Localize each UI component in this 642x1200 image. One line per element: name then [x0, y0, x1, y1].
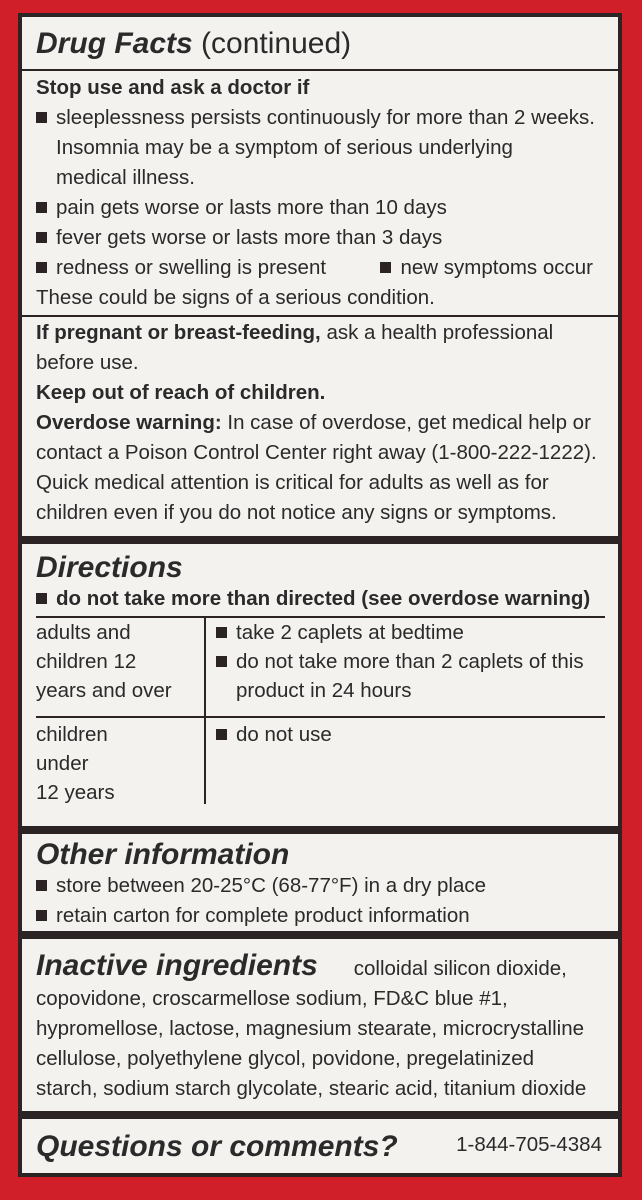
inactive-heading-line: Inactive ingredients colloidal silicon dioxide, — [36, 949, 567, 982]
keep-out-warning: Keep out of reach of children. — [36, 381, 326, 404]
table-divider — [36, 716, 605, 718]
overdose-warning-cont: contact a Poison Control Center right away (1-800-222-1222). — [36, 441, 597, 464]
table-column-divider — [204, 616, 206, 804]
bullet-icon — [216, 656, 227, 667]
questions-title: Questions or comments? — [36, 1130, 398, 1163]
pregnancy-warning-cont: before use. — [36, 351, 139, 374]
stop-use-item: sleeplessness persists continuously for more than 2 weeks. — [36, 103, 605, 133]
directions-table — [36, 616, 605, 804]
drug-facts-panel — [18, 13, 622, 540]
directions-title: Directions — [36, 551, 183, 584]
stop-use-heading: Stop use and ask a doctor if — [36, 76, 310, 99]
stop-use-item-cont: medical illness. — [56, 166, 195, 189]
phone-number: 1-844-705-4384 — [456, 1133, 602, 1156]
directions-panel — [18, 540, 622, 830]
storage-item: retain carton for complete product information — [36, 901, 605, 931]
condition-note: These could be signs of a serious condition. — [36, 286, 435, 309]
stop-use-item-cont: Insomnia may be a symptom of serious underlying — [56, 136, 513, 159]
directions-warning: do not take more than directed (see overdose warning) — [36, 584, 605, 614]
instruction-item: do not use — [216, 720, 332, 749]
instruction-item: take 2 caplets at bedtime — [216, 618, 584, 647]
other-information-panel — [18, 830, 622, 935]
stop-use-pair — [36, 253, 605, 283]
overdose-warning: Overdose warning: In case of overdose, get medical help or — [36, 411, 591, 434]
bullet-icon — [216, 627, 227, 638]
other-information-title: Other information — [36, 838, 290, 871]
bullet-icon — [36, 910, 47, 921]
bullet-icon — [36, 112, 47, 123]
children-instructions — [216, 720, 332, 749]
storage-item: store between 20-25°C (68-77°F) in a dry place — [36, 871, 605, 901]
pregnancy-warning: If pregnant or breast-feeding, ask a health professional — [36, 321, 554, 344]
instruction-item-cont: product in 24 hours — [236, 679, 412, 702]
title-suffix: (continued) — [201, 27, 352, 60]
overdose-warning-cont: children even if you do not notice any signs or symptoms. — [36, 501, 557, 524]
inactive-ingredients-panel — [18, 935, 622, 1115]
questions-panel — [18, 1115, 622, 1177]
bullet-icon — [380, 262, 391, 273]
adult-instructions — [216, 618, 584, 705]
ingredients-line: copovidone, croscarmellose sodium, FD&C blue #1, — [36, 987, 508, 1010]
inactive-ingredients-title: Inactive ingredients — [36, 949, 318, 982]
drug-facts-title: Drug Facts (continued) — [36, 27, 352, 60]
age-group-adults: adults and children 12 years and over — [36, 621, 172, 702]
instruction-item: do not take more than 2 caplets of this — [216, 647, 584, 676]
bullet-icon — [36, 202, 47, 213]
ingredients-line: hypromellose, lactose, magnesium stearate, microcrystalline — [36, 1017, 585, 1040]
overdose-warning-cont: Quick medical attention is critical for adults as well as for — [36, 471, 549, 494]
stop-use-item: redness or swelling is present — [36, 253, 326, 283]
bullet-icon — [36, 262, 47, 273]
bullet-icon — [36, 593, 47, 604]
ingredients-line: cellulose, polyethylene glycol, povidone, pregelatinized — [36, 1047, 535, 1070]
bullet-icon — [216, 729, 227, 740]
bullet-icon — [36, 880, 47, 891]
stop-use-item: new symptoms occur — [380, 253, 605, 283]
ingredients-line: starch, sodium starch glycolate, stearic acid, titanium dioxide — [36, 1077, 587, 1100]
age-group-children: children under 12 years — [36, 723, 115, 804]
stop-use-item: fever gets worse or lasts more than 3 days — [36, 223, 605, 253]
stop-use-item: pain gets worse or lasts more than 10 days — [36, 193, 605, 223]
bullet-icon — [36, 232, 47, 243]
